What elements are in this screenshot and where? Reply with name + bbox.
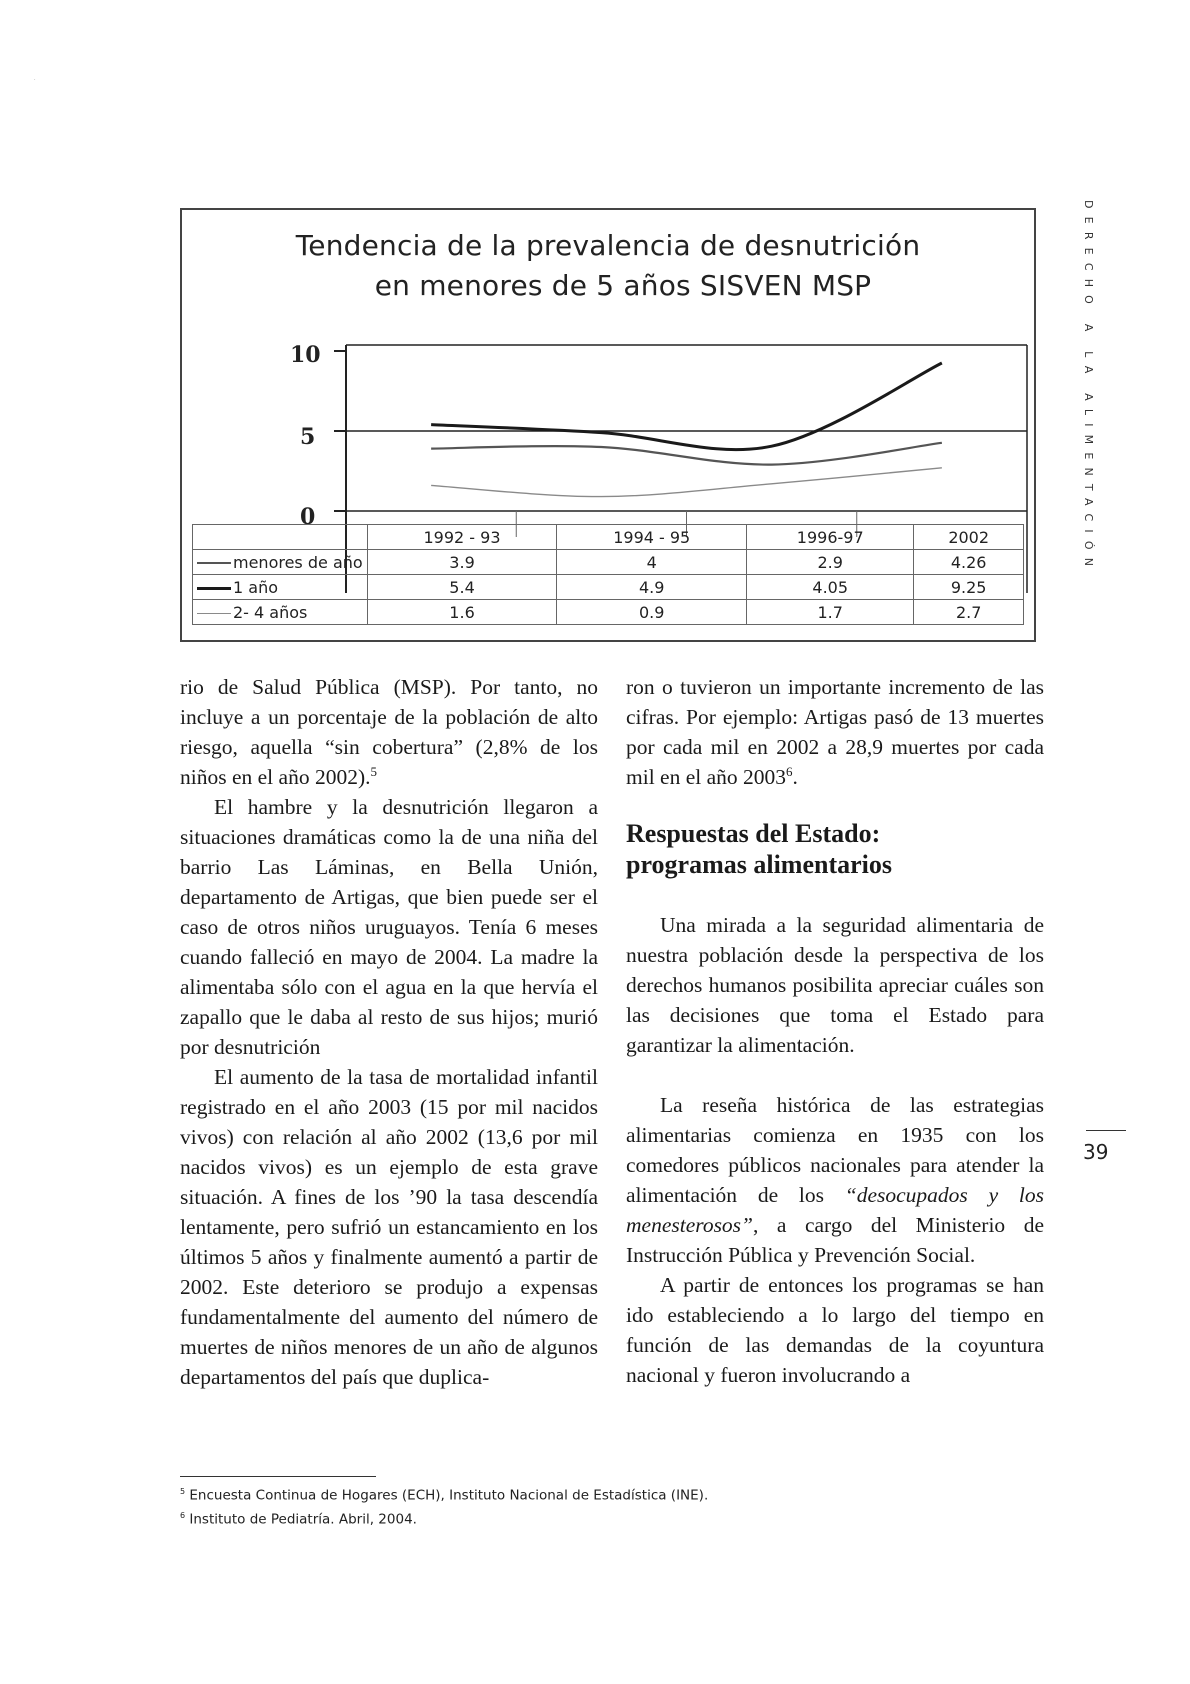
footnote-number: 6 [180,1510,186,1520]
legend-swatch [197,562,231,564]
table-row [193,575,1024,600]
paragraph-text: rio de Salud Pública (MSP). Por tanto, no incluye a un porcentaje de la población de alto riesgo, aquella “sin cobertura” (2,8% de los niños en el año 2002). [180,675,598,789]
footnote-ref: 5 [370,763,377,779]
paragraph [180,672,598,792]
footnote-ref: 6 [786,763,793,779]
paragraph [626,1090,1044,1270]
legend-label: 1 año [233,577,278,597]
data-label: 4.9 [557,575,747,600]
series-line-3 [431,468,942,497]
table-corner-cell [193,525,368,550]
paragraph [626,672,1044,792]
footnote [180,1482,708,1506]
footnote-rule [180,1476,376,1477]
y-tick-label: 5 [300,424,316,450]
paragraph-text: ron o tuvieron un importante incremento de las cifras. Por ejemplo: Artigas pasó de 13 muertes por cada mil en 2002 a 28,9 muertes por cada mil en el año 2003 [626,675,1044,789]
data-label: 2.9 [747,550,914,575]
footnote-number: 5 [180,1487,186,1496]
legend-entry [193,575,368,600]
data-label: 4 [557,550,747,575]
footnote [180,1506,708,1530]
category-label: 1992 - 93 [367,525,557,550]
data-label: 4.26 [914,550,1024,575]
data-table [192,524,1024,625]
data-label: 4.05 [747,575,914,600]
page-number: 39 [1083,1140,1109,1164]
section-heading [626,818,1044,880]
data-label: 9.25 [914,575,1024,600]
footnote-text: Instituto de Pediatría. Abril, 2004. [189,1511,417,1527]
legend-swatch [197,587,231,590]
paragraph: El hambre y la desnutrición llegaron a situaciones dramáticas como la de una niña del barrio Las Láminas, en Bella Unión, departamento de Artigas, que bien puede ser el caso de otros niños uruguayos. Tenía 6 meses cuando falleció en mayo de 2004. La madre la alimentaba sólo con el agua en la que hervía el zapallo que le daba al resto de sus hijos; murió por desnutrición [180,795,598,1059]
legend-entry [193,600,368,625]
legend-label: 2- 4 años [233,602,308,622]
table-header-row [193,525,1024,550]
legend-label: menores de año [233,552,363,572]
y-tick-label: 0 [300,504,316,530]
category-label: 1996-97 [747,525,914,550]
heading-line: programas alimentarios [626,850,892,879]
corner-mark: . [34,76,36,82]
data-label: 1.7 [747,600,914,625]
footnote-text: Encuesta Continua de Hogares (ECH), Instituto Nacional de Estadística (INE). [189,1487,709,1504]
chart-figure [180,208,1036,642]
quoted-text: “desocupados y los menesterosos” [626,1183,1044,1237]
chart-title-line2: en menores de 5 años SISVEN MSP [374,269,872,302]
paragraph-text: , a cargo del Ministerio de Instrucción Pública y Prevención Social. [626,1213,1044,1267]
running-head: DERECHO A LA ALIMENTACIÓN [1082,200,1095,575]
data-label: 1.6 [367,600,557,625]
category-label: 1994 - 95 [557,525,747,550]
left-column [180,672,598,1392]
table-row [193,600,1024,625]
paragraph: Una mirada a la seguridad alimentaria de nuestra población desde la perspectiva de los derechos humanos posibilita apreciar cuáles son las decisiones que toma el Estado para garantizar la alimentación. [626,913,1044,1057]
y-tick-label: 10 [290,342,321,368]
data-label: 5.4 [367,575,557,600]
data-label: 3.9 [367,550,557,575]
right-column [626,672,1044,1390]
legend-swatch [197,613,231,614]
paragraph-text: La reseña histórica de las estrategias alimentarias comienza en 1935 con los comedores públicos nacionales para atender la alimentación de los [626,1093,1044,1207]
heading-line: Respuestas del Estado: [626,819,881,848]
series-line-2 [431,363,942,450]
table-row [193,550,1024,575]
page-number-rule [1086,1130,1126,1131]
data-label: 2.7 [914,600,1024,625]
chart-title-line1: Tendencia de la prevalencia de desnutrición [295,229,921,262]
paragraph-text: . [792,765,798,789]
category-label: 2002 [914,525,1024,550]
data-label: 0.9 [557,600,747,625]
paragraph: El aumento de la tasa de mortalidad infantil registrado en el año 2003 (15 por mil nacidos vivos) con relación al año 2002 (13,6 por mil nacidos vivos) es un ejemplo de esta grave situación. A fines de los ’90 la tasa descendía lentamente, pero sufrió un estancamiento en los últimos 5 años y finalmente aumentó a partir de 2002. Este deterioro se produjo a expensas fundamentalmente del aumento del número de muertes de niños menores de un año de algunos departamentos del país que duplica- [180,1065,598,1389]
paragraph: A partir de entonces los programas se han ido estableciendo a lo largo del tiempo en función de las demandas de la coyuntura nacional y fueron involucrando a [626,1273,1044,1387]
legend-entry [193,550,368,575]
footnotes [180,1482,708,1529]
